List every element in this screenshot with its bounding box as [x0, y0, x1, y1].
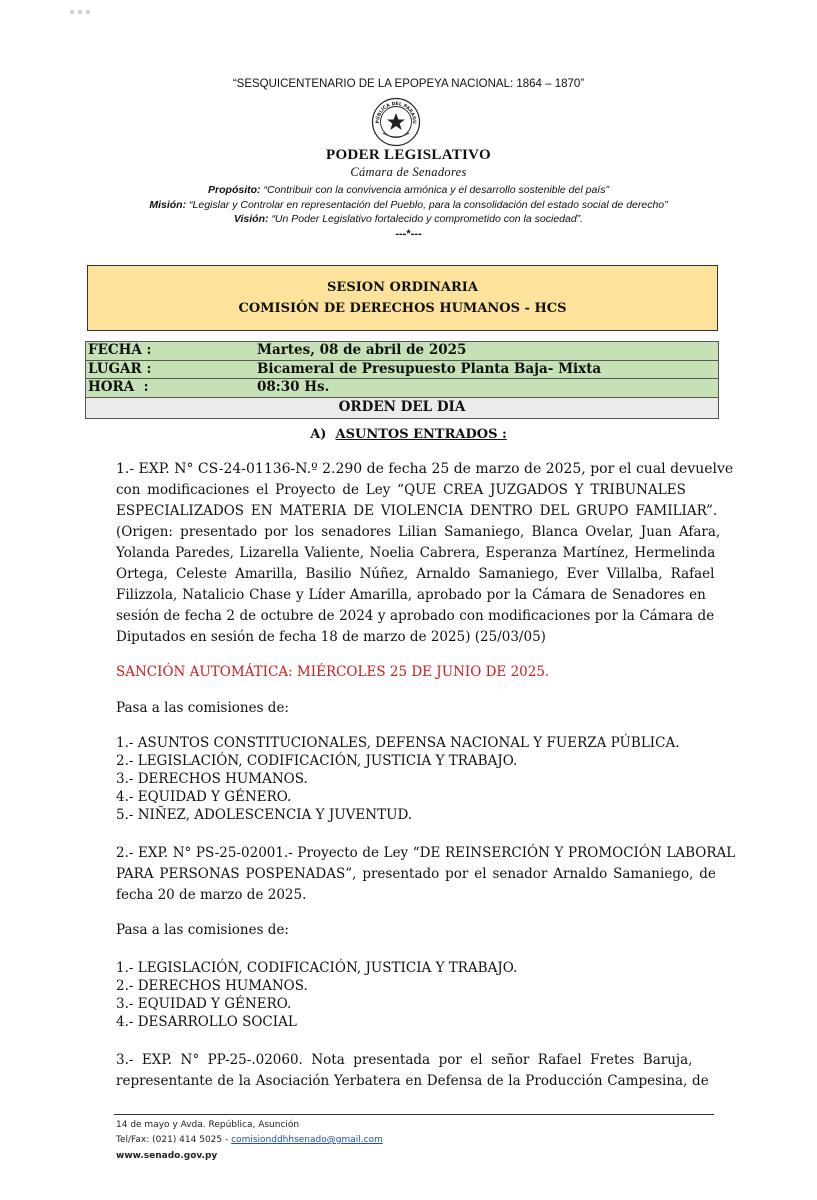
hora-label: HORA : — [88, 379, 149, 395]
seal-text: PÚBLICA DEL PARAGU — [375, 101, 417, 124]
orden-del-dia-row — [85, 397, 719, 419]
chamber-name: Cámara de Senadores — [350, 165, 467, 179]
lugar-label: LUGAR : — [88, 360, 152, 377]
fecha-label: FECHA : — [88, 342, 152, 358]
item3-line: representante de la Asociación Yerbatera en Defensa de la Producción Campesina, de — [116, 1073, 709, 1089]
lugar-row — [85, 360, 719, 379]
pasa-a-comisiones: Pasa a las comisiones de: — [116, 700, 289, 716]
section-prefix: A) — [310, 427, 327, 442]
hora-value: 08:30 Hs. — [257, 379, 330, 395]
fecha-row — [85, 341, 719, 360]
comision-item: 4.- EQUIDAD Y GÉNERO. — [116, 789, 292, 805]
footer-email-link[interactable]: comisionddhhsenado@gmail.com — [231, 1135, 383, 1145]
institution-title: PODER LEGISLATIVO — [326, 147, 491, 163]
comision-item: 4.- DESARROLLO SOCIAL — [116, 1014, 297, 1030]
item1-text: 1.- EXP. N° CS-24-01136-N.º 2.290 de fecha 25 de marzo de 2025, por el cual devuelve — [116, 461, 734, 477]
proposito-label: Propósito: — [208, 184, 261, 196]
dots-decoration — [70, 10, 92, 20]
proposito-text: “Contribuir con la convivencia armónica y el desarrollo sostenible del país” — [263, 184, 609, 196]
item1-line: Ortega, Celeste Amarilla, Basilio Núñez, Arnaldo Samaniego, Ever Villalba, Rafael — [116, 566, 715, 582]
hora-row — [85, 378, 719, 397]
footer-website[interactable]: www.senado.gov.py — [116, 1151, 218, 1161]
item2-line: fecha 20 de marzo de 2025. — [116, 887, 307, 903]
fecha-value: Martes, 08 de abril de 2025 — [257, 342, 467, 358]
section-heading — [0, 427, 817, 442]
item1-line — [116, 461, 734, 477]
header-motto: “SESQUICENTENARIO DE LA EPOPEYA NACIONAL: 1864 – 1870” — [232, 78, 585, 90]
item3-line: 3.- EXP. N° PP-25-.02060. Nota presentada por el señor Rafael Fretes Baruja, — [116, 1052, 693, 1068]
item2-line: 2.- EXP. N° PS-25-02001.- Proyecto de Ley “DE REINSERCIÓN Y PROMOCIÓN LABORAL — [116, 845, 736, 861]
mision-text: “Legislar y Controlar en representación del Pueblo, para la consolidación del estado social de derecho” — [189, 199, 668, 211]
item1-line: Yolanda Paredes, Lizarella Valiente, Noelia Cabrera, Esperanza Martínez, Hermelinda — [116, 545, 716, 561]
comision-item: 1.- LEGISLACIÓN, CODIFICACIÓN, JUSTICIA Y TRABAJO. — [116, 960, 518, 976]
vision-text: “Un Poder Legislativo fortalecido y comprometido con la sociedad”. — [271, 213, 584, 225]
item1-line: (Origen: presentado por los senadores Lilian Samaniego, Blanca Ovelar, Juan Afara, — [116, 524, 721, 540]
footer-address: 14 de mayo y Avda. República, Asunción — [116, 1120, 300, 1130]
comision-item: 2.- LEGISLACIÓN, CODIFICACIÓN, JUSTICIA Y TRABAJO. — [116, 753, 518, 769]
orden-del-dia: ORDEN DEL DIA — [338, 398, 466, 415]
mision-label: Misión: — [149, 199, 187, 211]
proposito-line — [0, 184, 817, 196]
item1-line: Filizzola, Natalicio Chase y Líder Amarilla, aprobado por la Cámara de Senadores en — [116, 587, 706, 603]
item1-line: ESPECIALIZADOS EN MATERIA DE VIOLENCIA DENTRO DEL GRUPO FAMILIAR”. — [116, 503, 718, 519]
vision-line — [0, 213, 817, 225]
comision-item: 1.- ASUNTOS CONSTITUCIONALES, DEFENSA NACIONAL Y FUERZA PÚBLICA. — [116, 735, 680, 751]
lugar-value: Bicameral de Presupuesto Planta Baja- Mixta — [257, 360, 602, 377]
pasa-a-comisiones: Pasa a las comisiones de: — [116, 922, 289, 938]
item2-line: PARA PERSONAS POSPENADAS”, presentado por el senador Arnaldo Samaniego, de — [116, 866, 716, 882]
session-title: SESION ORDINARIA — [327, 280, 478, 295]
vision-label: Visión: — [233, 213, 269, 225]
comision-item: 3.- DERECHOS HUMANOS. — [116, 771, 308, 787]
item1-line: sesión de fecha 2 de octubre de 2024 y aprobado con modificaciones por la Cámara de — [116, 608, 715, 624]
session-info-table — [85, 341, 719, 419]
sancion-automatica: SANCIÓN AUTOMÁTICA: MIÉRCOLES 25 DE JUNIO DE 2025. — [116, 664, 550, 680]
header-separator: ---*--- — [395, 228, 422, 240]
comision-item: 5.- NIÑEZ, ADOLESCENCIA Y JUVENTUD. — [116, 807, 413, 823]
section-title: ASUNTOS ENTRADOS : — [335, 427, 507, 442]
footer-divider — [114, 1114, 714, 1115]
item1-line: con modificaciones el Proyecto de Ley “QUE CREA JUZGADOS Y TRIBUNALES — [116, 482, 686, 498]
item1-line: Diputados en sesión de fecha 18 de marzo de 2025) (25/03/05) — [116, 629, 546, 645]
comision-item: 2.- DERECHOS HUMANOS. — [116, 978, 308, 994]
comision-item: 3.- EQUIDAD Y GÉNERO. — [116, 996, 292, 1012]
footer-contact — [116, 1135, 383, 1145]
session-title-box — [87, 265, 718, 331]
republic-seal-icon — [371, 97, 421, 147]
footer-telfax: Tel/Fax: (021) 414 5025 - — [116, 1135, 232, 1145]
session-committee: COMISIÓN DE DERECHOS HUMANOS - HCS — [238, 301, 567, 316]
mision-line — [0, 199, 817, 211]
